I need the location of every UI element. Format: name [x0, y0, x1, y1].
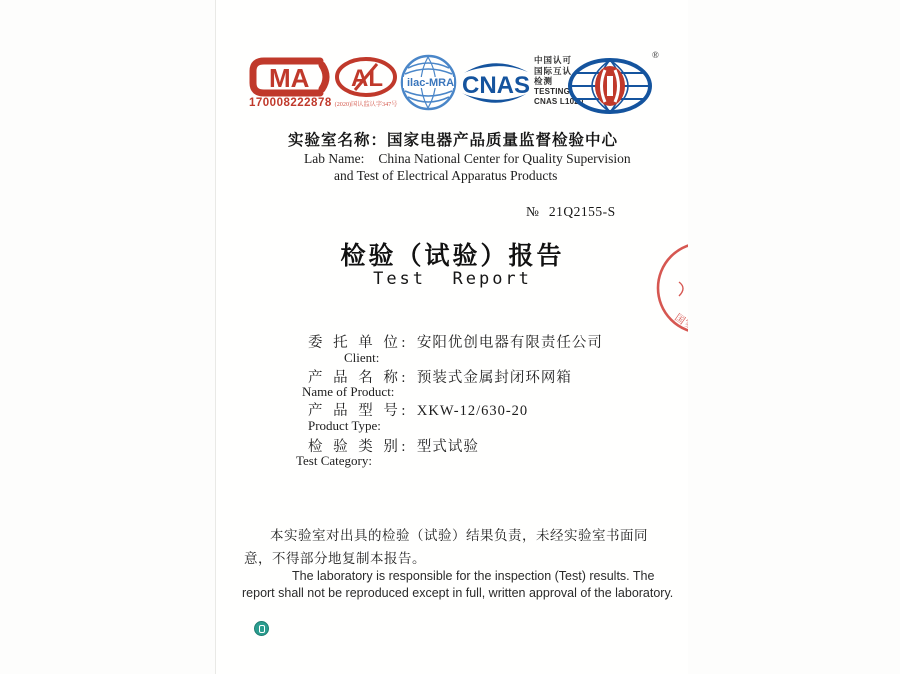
field-client: 委 托 单 位: 安阳优创电器有限责任公司 [308, 335, 603, 351]
floating-badge-icon[interactable] [254, 621, 269, 636]
svg-text:MA: MA [269, 63, 310, 93]
cnas-logo-icon [458, 60, 532, 106]
badge-glyph [259, 625, 265, 633]
lab-name-en-line2: and Test of Electrical Apparatus Products [334, 168, 558, 183]
field-product-type-en-label: Product Type: [308, 418, 381, 433]
cma-logo-icon [248, 56, 332, 98]
svg-text:国家电器产品质量监督检验中心: 国家电器产品质量监督检验中心 [672, 242, 749, 334]
field-test-category: 检 验 类 别: 型式试验 [308, 439, 479, 455]
cal-certificate-caption: (2020)国认监认字347号 [334, 101, 398, 108]
report-title-zh: 检验（试验）报告 [340, 242, 565, 270]
field-product-name: 产 品 名 称: 预装式金属封闭环网箱 [308, 370, 572, 386]
svg-text:ilac-MRA: ilac-MRA [407, 77, 455, 89]
report-number-value: 21Q2155-S [548, 204, 616, 219]
report-title-en: Test Report [373, 269, 532, 289]
cma-certificate-number: 170008222878 [249, 97, 332, 109]
field-client-en-label: Client: [344, 350, 380, 365]
lab-name-zh: 实验室名称：国家电器产品质量监督检验中心 [288, 132, 619, 149]
field-test-category-en-label: Test Category: [296, 453, 372, 468]
cnas-accreditation-text: 中国认可 国际互认 检测 TESTING CNAS L1020 [534, 55, 584, 106]
globe-certification-icon [568, 58, 652, 114]
certification-logo-row [216, 0, 688, 120]
svg-text:CNAS: CNAS [462, 72, 531, 99]
lab-name-en-line1: Lab Name: China National Center for Quality Supervision [304, 151, 631, 166]
red-seal-stamp [653, 238, 749, 338]
cal-logo-icon [333, 56, 399, 98]
field-product-name-en-label: Name of Product: [302, 384, 395, 399]
statement-en: The laboratory is responsible for the inspection (Test) results. The report shall not be reproduced except in full, written approval of the laboratory. [242, 569, 674, 600]
report-page [215, 0, 749, 674]
statement-zh: 本实验室对出具的检验（试验）结果负责，未经实验室书面同意，不得部分地复制本报告。 [244, 528, 648, 566]
lab-name-en-label: Lab Name: [304, 151, 365, 166]
field-product-type: 产 品 型 号: XKW-12/630-20 [308, 403, 529, 419]
svg-text:AL: AL [351, 65, 383, 92]
report-number [526, 204, 616, 220]
report-number-prefix: № [526, 204, 539, 219]
ilac-mra-logo-icon [400, 54, 457, 111]
registered-trademark-symbol: ® [652, 50, 659, 60]
